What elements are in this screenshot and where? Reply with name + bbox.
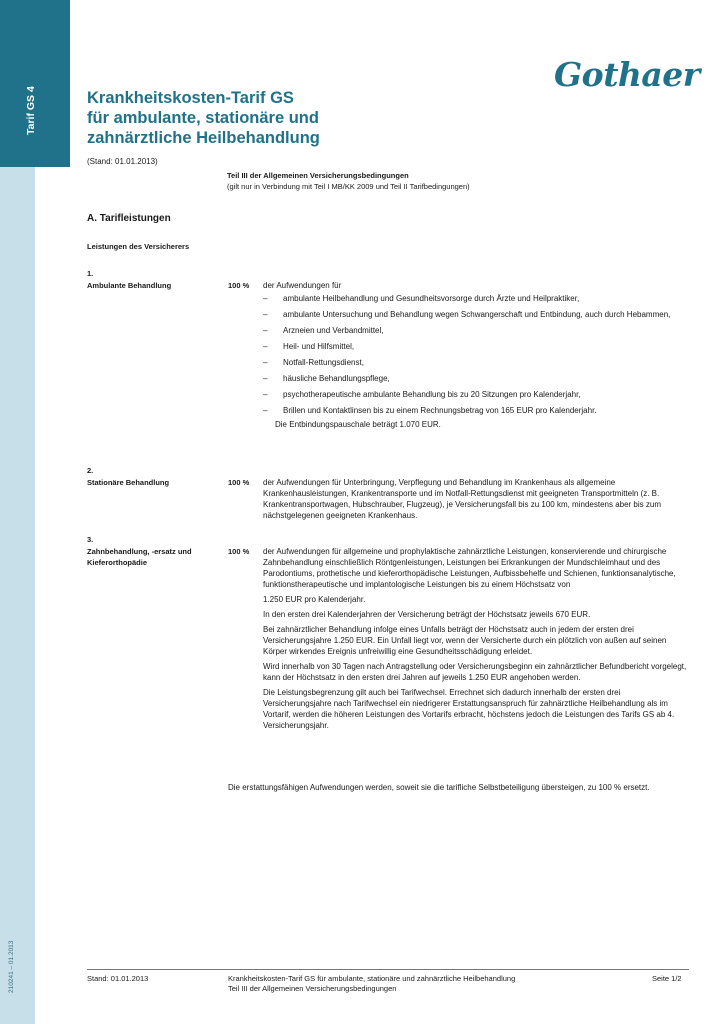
item-percentage: 100 % — [228, 547, 250, 556]
list-item: – Heil- und Hilfsmittel, — [263, 341, 691, 352]
item-number: 2. — [87, 466, 94, 475]
section-subheading: Leistungen des Versicherers — [87, 242, 190, 251]
item-percentage: 100 % — [228, 281, 250, 290]
list-item: – psychotherapeutische ambulante Behandlung bis zu 20 Sitzungen pro Kalenderjahr, — [263, 389, 691, 400]
title-line: für ambulante, stationäre und — [87, 109, 319, 127]
list-item: – Notfall-Rettungsdienst, — [263, 357, 691, 368]
list-item: – ambulante Untersuchung und Behandlung wegen Schwangerschaft und Entbindung, auch durch Hebammen, — [263, 309, 691, 320]
sidebar-tab-block — [0, 0, 70, 167]
list-item: – Arzneien und Verbandmittel, — [263, 325, 691, 336]
benefit-list — [263, 293, 691, 416]
paragraph: In den ersten drei Kalenderjahren der Versicherung beträgt der Höchstsatz jeweils 670 EUR. — [263, 610, 591, 619]
paragraph: Bei zahnärztlicher Behandlung infolge eines Unfalls beträgt der Höchstsatz auch in jedem der ersten drei Versicherungsjahre 1.250 EUR. Ein Unfall liegt vor, wenn der Versicherte durch ein plötzlich von außen auf seinen Körper wirkendes Ereignis unfreiwillig eine Gesundheitsschädigung erleidet. — [263, 625, 667, 656]
tariff-tab-label: Tarif GS 4 — [25, 86, 37, 135]
item-body-stationaer: der Aufwendungen für Unterbringung, Verpflegung und Behandlung im Krankenhaus als allgemeine Krankenhausleistungen, Krankentransporte und im Notfall-Rettungsdienst mit geeigneten Transportmitteln (z. B. Krankentransportwagen, Hubschrauber, Flugzeug), je Versicherungsfall bis zu 100 km, mindestens aber bis zum nächstgelegenen geeigneten Krankenhaus. — [263, 478, 661, 520]
conditions-title: Teil III der Allgemeinen Versicherungsbedingungen — [227, 171, 409, 180]
footer-stand: Stand: 01.01.2013 — [87, 974, 149, 983]
closing-paragraph: Die erstattungsfähigen Aufwendungen werden, soweit sie die tarifliche Selbstbeteiligung übersteigen, zu 100 % ersetzt. — [228, 783, 650, 792]
item-label-zahn — [87, 546, 192, 568]
conditions-reference — [227, 170, 470, 192]
item-number: 3. — [87, 535, 94, 544]
item-percentage: 100 % — [228, 478, 250, 487]
footer-document-info — [228, 974, 628, 994]
footer-line: Krankheitskosten-Tarif GS für ambulante, stationäre und zahnärztliche Heilbehandlung — [228, 974, 516, 983]
footer-divider — [87, 969, 689, 970]
item-label-stationaer: Stationäre Behandlung — [87, 478, 170, 487]
title-line: zahnärztliche Heilbehandlung — [87, 129, 320, 147]
item-note: Die Entbindungspauschale beträgt 1.070 EUR. — [275, 420, 441, 429]
paragraph: Die Leistungsbegrenzung gilt auch bei Tarifwechsel. Errechnet sich dadurch innerhalb der ersten drei Versicherungsjahre nach Tarifwechsel ein niedrigerer Erstattungsanspruch für zahnärztliche Heilbehandlung als im Vortarif, werden die höheren Leistungen des Vortarifs erbracht, höchstens jedoch die Leistungen des Tarifs GS ab 4. Versicherungsjahr. — [263, 688, 675, 730]
section-heading: A. Tarifleistungen — [87, 213, 171, 224]
item-label-line: Kieferorthopädie — [87, 558, 148, 567]
item-body-zahn — [263, 546, 691, 735]
paragraph: der Aufwendungen für allgemeine und prophylaktische zahnärztliche Leistungen, konservierende und chirurgische Zahnbehandlung einschließlich Röntgenleistungen, Leistungen bei Erkrankungen der Mundschleimhaut und des Parodontiums, prothetische und kieferorthopädische Leistungen, Aufbissbehelfe und Schienen, funktionsanalytische, funktionstherapeutische und implantologische Leistungen bis zu einem Höchstsatz von — [263, 547, 676, 589]
list-item: – ambulante Heilbehandlung und Gesundheitsvorsorge durch Ärzte und Heilpraktiker, — [263, 293, 691, 304]
document-code: 210241 – 01.2013 — [8, 940, 15, 993]
item-label-ambulant: Ambulante Behandlung — [87, 281, 172, 290]
footer-line: Teil III der Allgemeinen Versicherungsbedingungen — [228, 984, 397, 993]
item-number: 1. — [87, 269, 94, 278]
stand-date: (Stand: 01.01.2013) — [87, 157, 158, 166]
item-label-line: Zahnbehandlung, -ersatz und — [87, 547, 192, 556]
gothaer-logo: Gothaer — [554, 55, 700, 94]
item-intro: der Aufwendungen für — [263, 281, 342, 290]
paragraph: Wird innerhalb von 30 Tagen nach Antragstellung oder Versicherungsbeginn ein zahnärztlicher Befundbericht vorgelegt, kann der Höchstsatz in den ersten drei Jahren auf jeweils 1.250 EUR angehoben werden. — [263, 662, 687, 682]
item-body-ambulant — [263, 280, 691, 434]
list-item: – Brillen und Kontaktlinsen bis zu einem Rechnungsbetrag von 165 EUR pro Kalenderjahr. — [263, 405, 691, 416]
list-item: – häusliche Behandlungspflege, — [263, 373, 691, 384]
page-number: Seite 1/2 — [652, 974, 682, 983]
conditions-subtitle: (gilt nur in Verbindung mit Teil I MB/KK 2009 und Teil II Tarifbedingungen) — [227, 182, 470, 191]
paragraph: 1.250 EUR pro Kalenderjahr. — [263, 595, 366, 604]
title-line: Krankheitskosten-Tarif GS — [87, 89, 294, 107]
document-title — [87, 88, 387, 148]
